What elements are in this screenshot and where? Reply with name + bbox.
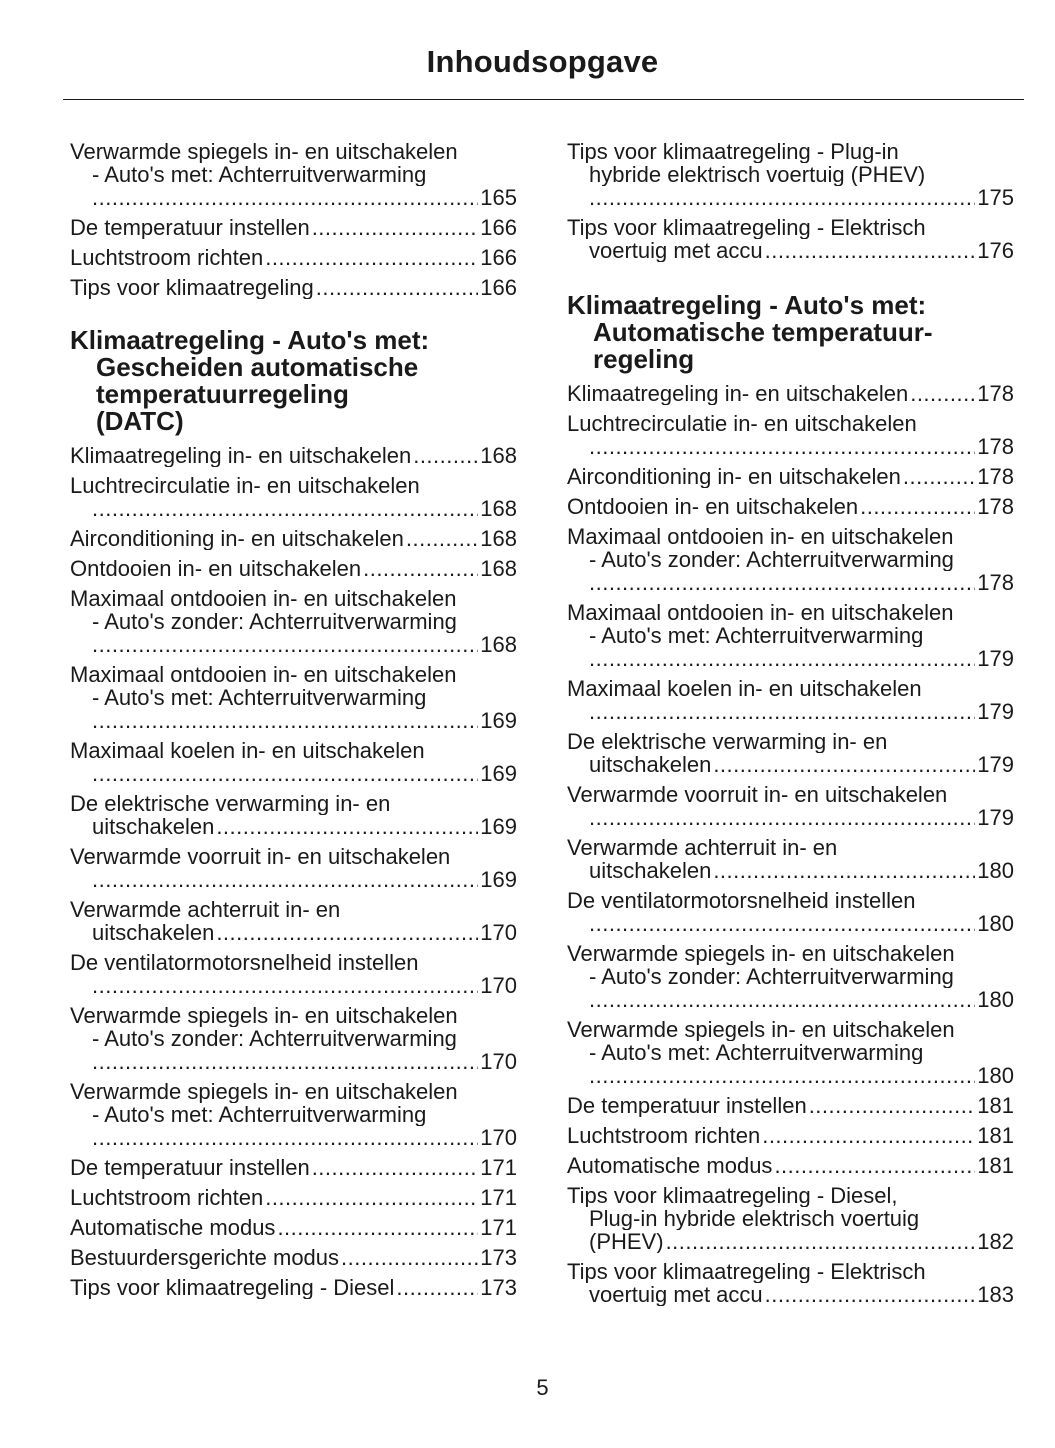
toc-entry-title-line: De temperatuur instellen [567,1094,807,1117]
toc-entry-title-line: Luchtstroom richten [567,1124,761,1147]
toc-page-number: 171 [480,1186,517,1209]
toc-entry-title-line: Verwarmde achterruit in- en [567,836,838,859]
toc-entry[interactable] [567,382,1014,405]
toc-entry[interactable] [70,845,517,891]
toc-entry-title-line: De elektrische verwarming in- en [567,730,888,753]
toc-entry-title-line: Plug-in hybride elektrisch voertuig [589,1207,920,1230]
toc-page-number: 169 [480,868,517,891]
toc-entry[interactable] [70,474,517,520]
section-heading-line: regeling [593,344,695,374]
toc-entry-title-line: uitschakelen [589,859,712,882]
dot-leader [363,557,478,580]
section-heading-line: Klimaatregeling - Auto's met: [567,290,927,320]
toc-page-number: 178 [977,465,1014,488]
toc-entry[interactable] [70,444,517,467]
section-heading [70,327,517,435]
section-heading-line: Automatische temperatuur- [593,317,933,347]
dot-leader [589,647,975,670]
toc-page-number: 166 [480,246,517,269]
toc-entry-title-line: uitschakelen [589,753,712,776]
toc-entry-title-line: Verwarmde voorruit in- en uitschakelen [567,783,948,806]
dot-leader [277,1216,478,1239]
toc-page-number: 169 [480,815,517,838]
header-divider [63,99,1024,100]
toc-page-number: 176 [977,239,1014,262]
toc-entry-title-line: Verwarmde voorruit in- en uitschakelen [70,845,451,868]
toc-page-number: 178 [977,435,1014,458]
toc-column-right [567,140,1014,1313]
toc-entry-title-line: - Auto's met: Achterruitverwarming [92,1103,427,1126]
toc-entry-title-line: - Auto's zonder: Achterruitverwarming [92,610,457,633]
toc-entry-title-line: Automatische modus [70,1216,276,1239]
toc-page-number: 182 [977,1230,1014,1253]
dot-leader [312,216,479,239]
toc-page-number: 179 [977,700,1014,723]
dot-leader [92,633,478,656]
toc-entry[interactable] [70,140,517,209]
toc-page-number: 181 [977,1124,1014,1147]
toc-entry[interactable] [70,1080,517,1149]
toc-entry-title-line: - Auto's met: Achterruitverwarming [92,686,427,709]
toc-entry-title-line: - Auto's zonder: Achterruitverwarming [589,965,954,988]
toc-entry-title-line: - Auto's met: Achterruitverwarming [589,1041,924,1064]
dot-leader [589,988,975,1011]
dot-leader [265,1186,478,1209]
page-title: Inhoudsopgave [426,44,659,79]
dot-leader [713,753,975,776]
toc-entry-title-line: - Auto's zonder: Achterruitverwarming [92,1027,457,1050]
toc-entry-title-line: Tips voor klimaatregeling - Elektrisch [567,216,926,239]
toc-page-number: 168 [480,527,517,550]
toc-entry-title-line: Ontdooien in- en uitschakelen [70,557,362,580]
dot-leader [413,444,478,467]
toc-entry[interactable] [70,1186,517,1209]
section-heading-line: (DATC) [96,406,184,436]
section-heading [567,292,1014,373]
toc-entry-title-line: Verwarmde spiegels in- en uitschakelen [70,140,458,163]
dot-leader [589,435,975,458]
toc-entry[interactable] [567,1260,1014,1306]
toc-entry[interactable] [567,465,1014,488]
toc-page-number: 180 [977,859,1014,882]
toc-page-number: 183 [977,1283,1014,1306]
toc-page-number: 180 [977,912,1014,935]
toc-entry-title-line: De temperatuur instellen [70,1156,310,1179]
dot-leader [809,1094,976,1117]
toc-entry[interactable] [567,216,1014,262]
toc-entry[interactable] [567,1124,1014,1147]
toc-entry-title-line: uitschakelen [92,815,215,838]
section-heading-line: Gescheiden automatische [96,352,419,382]
section-heading-line: temperatuurregeling [96,379,349,409]
toc-entry[interactable] [567,412,1014,458]
toc-entry[interactable] [567,495,1014,518]
toc-page-number: 166 [480,276,517,299]
toc-entry[interactable] [70,739,517,785]
toc-entry-title-line: - Auto's zonder: Achterruitverwarming [589,548,954,571]
toc-entry-title-line: Maximaal ontdooien in- en uitschakelen [70,663,457,686]
toc-page-number: 166 [480,216,517,239]
toc-entry[interactable] [70,276,517,299]
toc-page-number: 170 [480,974,517,997]
toc-entry[interactable] [70,1246,517,1269]
dot-leader [860,495,975,518]
toc-entry-title-line: Maximaal ontdooien in- en uitschakelen [70,587,457,610]
toc-entry[interactable] [70,792,517,838]
toc-entry-title-line: Verwarmde spiegels in- en uitschakelen [70,1004,458,1027]
toc-entry-title-line: Luchtstroom richten [70,246,264,269]
toc-page-number: 179 [977,753,1014,776]
toc-entry[interactable] [567,677,1014,723]
toc-page-number: 165 [480,186,517,209]
toc-entry-title-line: De ventilatormotorsnelheid instellen [70,951,419,974]
dot-leader [765,239,976,262]
toc-entry[interactable] [70,1004,517,1073]
toc-entry[interactable] [70,898,517,944]
toc-page-number: 180 [977,1064,1014,1087]
toc-page-number: 180 [977,988,1014,1011]
toc-entry-title-line: Verwarmde spiegels in- en uitschakelen [70,1080,458,1103]
toc-page-number: 168 [480,557,517,580]
toc-entry-title-line: Luchtstroom richten [70,1186,264,1209]
toc-page-number: 171 [480,1156,517,1179]
toc-entry-title-line: Verwarmde spiegels in- en uitschakelen [567,942,955,965]
toc-page-number: 179 [977,647,1014,670]
toc-entry-title-line: Luchtrecirculatie in- en uitschakelen [567,412,917,435]
toc-entry-title-line: Verwarmde spiegels in- en uitschakelen [567,1018,955,1041]
dot-leader [92,186,478,209]
dot-leader [589,912,975,935]
dot-leader [92,1126,478,1149]
toc-page-number: 173 [480,1246,517,1269]
dot-leader [265,246,478,269]
toc-entry[interactable] [70,1276,517,1299]
toc-intro-list [567,140,1014,262]
toc-entry[interactable] [567,1184,1014,1253]
toc-entry-list [567,382,1014,1306]
toc-entry-title-line: - Auto's met: Achterruitverwarming [589,624,924,647]
toc-page-number: 173 [480,1276,517,1299]
toc-entry[interactable] [70,1216,517,1239]
toc-page-number: 178 [977,571,1014,594]
dot-leader [406,527,478,550]
toc-page-number: 168 [480,633,517,656]
dot-leader [312,1156,479,1179]
toc-entry[interactable] [70,951,517,997]
dot-leader [762,1124,975,1147]
toc-entry[interactable] [567,783,1014,829]
toc-page-number: 171 [480,1216,517,1239]
toc-entry[interactable] [567,836,1014,882]
dot-leader [92,974,478,997]
dot-leader [341,1246,478,1269]
toc-entry-title-line: Maximaal ontdooien in- en uitschakelen [567,601,954,624]
toc-entry[interactable] [70,246,517,269]
toc-page-number: 175 [977,186,1014,209]
dot-leader [589,571,975,594]
dot-leader [666,1230,976,1253]
toc-entry[interactable] [567,889,1014,935]
toc-intro-list [70,140,517,299]
dot-leader [774,1154,975,1177]
toc-entry[interactable] [70,557,517,580]
toc-page-number: 178 [977,382,1014,405]
toc-entry[interactable] [567,1094,1014,1117]
dot-leader [92,497,478,520]
toc-entry-title-line: De elektrische verwarming in- en [70,792,391,815]
toc-page-number: 169 [480,709,517,732]
toc-entry-title-line: (PHEV) [589,1230,664,1253]
toc-entry[interactable] [567,942,1014,1011]
dot-leader [765,1283,976,1306]
toc-entry[interactable] [70,587,517,656]
dot-leader [92,709,478,732]
toc-entry-title-line: Airconditioning in- en uitschakelen [70,527,404,550]
toc-entry[interactable] [567,1018,1014,1087]
toc-entry-title-line: Bestuurdersgerichte modus [70,1246,340,1269]
toc-entry-title-line: Tips voor klimaatregeling - Elektrisch [567,1260,926,1283]
toc-page-number: 168 [480,444,517,467]
dot-leader [589,1064,975,1087]
toc-page-number: 178 [977,495,1014,518]
toc-page-number: 168 [480,497,517,520]
dot-leader [92,868,478,891]
dot-leader [589,186,975,209]
toc-entry-title-line: Tips voor klimaatregeling [70,276,314,299]
dot-leader [316,276,479,299]
page-number: 5 [536,1375,549,1400]
toc-entry[interactable] [70,527,517,550]
toc-entry[interactable] [70,663,517,732]
toc-entry-title-line: hybride elektrisch voertuig (PHEV) [589,163,926,186]
toc-page-number: 181 [977,1154,1014,1177]
dot-leader [713,859,975,882]
toc-entry-title-line: Klimaatregeling in- en uitschakelen [70,444,412,467]
toc-entry[interactable] [567,140,1014,209]
toc-entry[interactable] [567,1154,1014,1177]
toc-entry[interactable] [70,216,517,239]
dot-leader [589,700,975,723]
toc-entry-title-line: Ontdooien in- en uitschakelen [567,495,859,518]
toc-page-number: 181 [977,1094,1014,1117]
toc-entry[interactable] [70,1156,517,1179]
dot-leader [92,1050,478,1073]
toc-entry-title-line: De ventilatormotorsnelheid instellen [567,889,916,912]
dot-leader [910,382,975,405]
toc-page-number: 170 [480,921,517,944]
toc-entry-title-line: Airconditioning in- en uitschakelen [567,465,901,488]
dot-leader [216,921,478,944]
toc-page-number: 179 [977,806,1014,829]
toc-entry-title-line: Automatische modus [567,1154,773,1177]
toc-entry-title-line: Maximaal koelen in- en uitschakelen [567,677,922,700]
toc-entry-title-line: Maximaal ontdooien in- en uitschakelen [567,525,954,548]
toc-entry-title-line: - Auto's met: Achterruitverwarming [92,163,427,186]
toc-page-number: 170 [480,1050,517,1073]
toc-entry-title-line: voertuig met accu [589,1283,763,1306]
dot-leader [92,762,478,785]
dot-leader [216,815,478,838]
toc-entry-title-line: uitschakelen [92,921,215,944]
toc-entry-title-line: Tips voor klimaatregeling - Plug-in [567,140,899,163]
toc-entry-title-line: Klimaatregeling in- en uitschakelen [567,382,909,405]
toc-column-left [70,140,517,1306]
toc-entry-title-line: Verwarmde achterruit in- en [70,898,341,921]
dot-leader [589,806,975,829]
toc-entry[interactable] [567,525,1014,594]
dot-leader [903,465,975,488]
section-heading-line: Klimaatregeling - Auto's met: [70,325,430,355]
toc-entry-list [70,444,517,1299]
toc-entry-title-line: Luchtrecirculatie in- en uitschakelen [70,474,420,497]
toc-page-number: 169 [480,762,517,785]
toc-entry-title-line: Tips voor klimaatregeling - Diesel, [567,1184,898,1207]
toc-entry[interactable] [567,601,1014,670]
toc-entry[interactable] [567,730,1014,776]
toc-entry-title-line: voertuig met accu [589,239,763,262]
toc-page-number: 170 [480,1126,517,1149]
toc-entry-title-line: Tips voor klimaatregeling - Diesel [70,1276,395,1299]
toc-entry-title-line: Maximaal koelen in- en uitschakelen [70,739,425,762]
toc-entry-title-line: De temperatuur instellen [70,216,310,239]
dot-leader [396,1276,478,1299]
